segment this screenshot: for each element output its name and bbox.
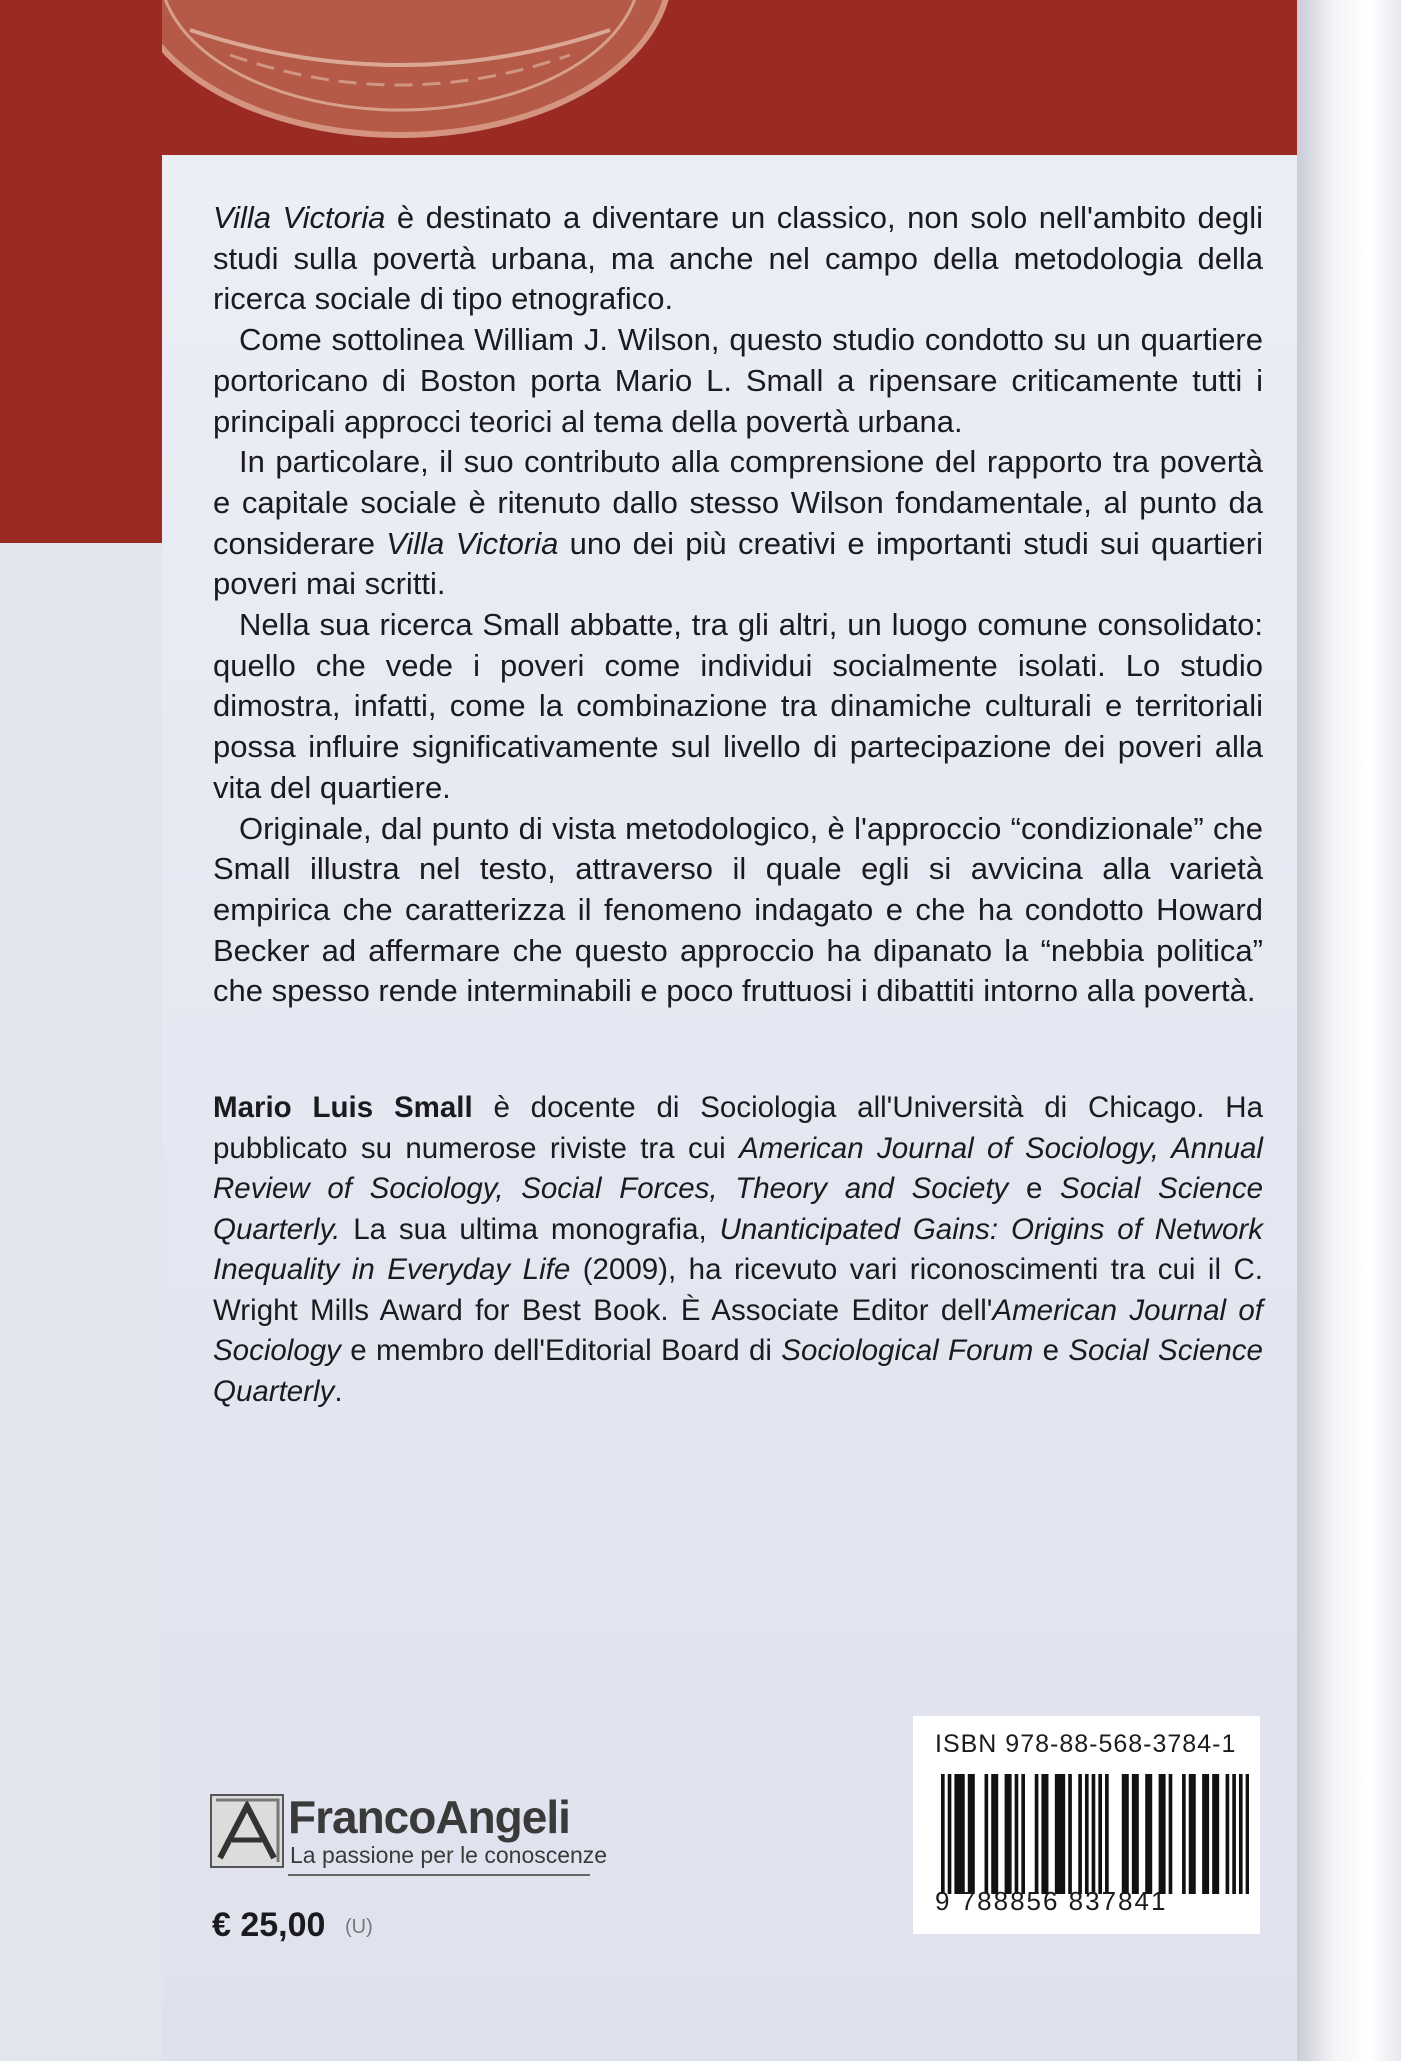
publisher-name: FrancoAngeli: [288, 1791, 570, 1843]
barcode-bar: [1085, 1774, 1089, 1894]
barcode-bar: [1149, 1774, 1153, 1894]
barcode-bar: [1041, 1774, 1045, 1894]
barcode-bar: [1098, 1774, 1102, 1894]
barcode-bar: [995, 1774, 999, 1894]
ean-digits: 9 788856 837841: [935, 1886, 1168, 1916]
barcode-bar: [961, 1774, 965, 1894]
barcode-bar: [1182, 1774, 1186, 1894]
book-title: Villa Victoria: [213, 200, 386, 235]
barcode-bar: [1058, 1774, 1062, 1894]
barcode-bar: [948, 1774, 952, 1894]
barcode-bar: [1189, 1774, 1193, 1894]
blurb-paragraph-5: Originale, dal punto di vista metodologico, è l'approccio “condizionale” che Small illustra nel testo, attraverso il quale egli si avvicina alla varietà empirica che caratterizza il fenomeno indagato e che ha condotto Howard Becker ad affermare che questo approccio ha dipanato la “nebbia politica” che spesso rende interminabili e poco fruttuosi i dibattiti intorno alla povertà.: [213, 810, 1263, 1009]
isbn-label: ISBN 978-88-568-3784-1: [935, 1730, 1237, 1758]
barcode-bar: [1122, 1774, 1126, 1894]
barcode-bar: [985, 1774, 989, 1894]
barcode-bar: [958, 1774, 962, 1894]
top-red-band: [0, 0, 1297, 155]
barcode-bar: [1015, 1774, 1019, 1894]
publisher-tagline: La passione per le conoscenze: [290, 1842, 608, 1868]
barcode-bar: [1062, 1774, 1066, 1894]
barcode-bar: [1021, 1774, 1025, 1894]
barcode-bar: [1212, 1774, 1216, 1894]
barcode-bar: [941, 1774, 945, 1894]
barcode-bar: [991, 1774, 995, 1894]
barcode-box: [913, 1716, 1260, 1934]
barcode-bar: [1132, 1774, 1136, 1894]
blurb-paragraph-1: Villa Victoria è destinato a diventare un classico, non solo nell'ambito degli studi sulla povertà urbana, ma anche nel campo della metodologia della ricerca sociale di tipo etnografico.: [213, 200, 1263, 317]
barcode-bar: [1035, 1774, 1039, 1894]
barcode-bar: [1135, 1774, 1139, 1894]
barcode-bar: [968, 1774, 972, 1894]
price-code: (U): [345, 1916, 373, 1938]
barcode-bar: [1105, 1774, 1109, 1894]
barcode-bar: [1232, 1774, 1236, 1894]
blurb-paragraph-4: Nella sua ricerca Small abbatte, tra gli altri, un luogo comune consolidato: quello che vede i poveri come individui socialmente isolati. Lo studio dimostra, infatti, come la combinazione tra dinamiche culturali e territoriali possa influire significativamente sul livello di partecipazione dei poveri alla vita del quartiere.: [213, 607, 1263, 805]
barcode-bar: [1125, 1774, 1129, 1894]
barcode-bar: [1092, 1774, 1096, 1894]
barcode-bar: [971, 1774, 975, 1894]
barcode-bar: [954, 1774, 958, 1894]
book-title: Villa Victoria: [386, 525, 559, 561]
price: € 25,00: [212, 1906, 326, 1944]
barcode-bar: [1162, 1774, 1166, 1894]
blurb-paragraph-2: Come sottolinea William J. Wilson, questo studio condotto su un quartiere portoricano di Boston porta Mario L. Small a ripensare criticamente tutti i principali approcci teorici al tema della povertà urbana.: [213, 322, 1263, 439]
barcode-bar: [1169, 1774, 1173, 1894]
publisher-a-icon: [210, 1794, 284, 1868]
barcode-bar: [1055, 1774, 1059, 1894]
barcode-bar: [1226, 1774, 1230, 1894]
barcode-bar: [1005, 1774, 1009, 1894]
engraved-seal-image: [120, 0, 680, 140]
author-name: Mario Luis Small: [213, 1091, 473, 1124]
barcode-bar: [1078, 1774, 1082, 1894]
publisher-logo: [210, 1791, 608, 1874]
logo-underline: [288, 1874, 590, 1876]
barcode-bar: [1159, 1774, 1163, 1894]
barcode-bar: [1246, 1774, 1249, 1894]
author-bio: Mario Luis Small è docente di Sociologia all'Università di Chicago. Ha pubblicato su numerose riviste tra cui American Journal of Sociology, Annual Review of Sociology, Social Forces, Theory and Society e Social Science Quarterly. La sua ultima monografia, Unanticipated Gains: Origins of Network Inequality in Everyday Life (2009), ha ricevuto vari riconoscimenti tra cui il C. Wright Mills Award for Best Book. È Associate Editor dell'American Journal of Sociology e membro dell'Editorial Board di Sociological Forum e Social Science Quarterly.: [213, 1091, 1264, 1408]
blurb-paragraph-3: In particolare, il suo contributo alla comprensione del rapporto tra povertà e capitale sociale è ritenuto dallo stesso Wilson fondamentale, al punto da considerare Villa Victoria uno dei più creativi e importanti studi sui quartieri poveri mai scritti.: [213, 444, 1263, 602]
left-red-band: [0, 0, 162, 543]
barcode-bar: [1216, 1774, 1220, 1894]
barcode-bar: [1068, 1774, 1072, 1894]
barcode-bar: [1008, 1774, 1012, 1894]
barcode-bar: [1145, 1774, 1149, 1894]
barcode-bar: [1239, 1774, 1243, 1894]
barcode-bar: [1192, 1774, 1196, 1894]
blurb-text: [213, 198, 1263, 1012]
barcode-bar: [1202, 1774, 1206, 1894]
spine-edge: [1297, 0, 1401, 2061]
barcode-bar: [1205, 1774, 1209, 1894]
barcode-bar: [1045, 1774, 1049, 1894]
barcode-icon: [941, 1774, 1249, 1894]
